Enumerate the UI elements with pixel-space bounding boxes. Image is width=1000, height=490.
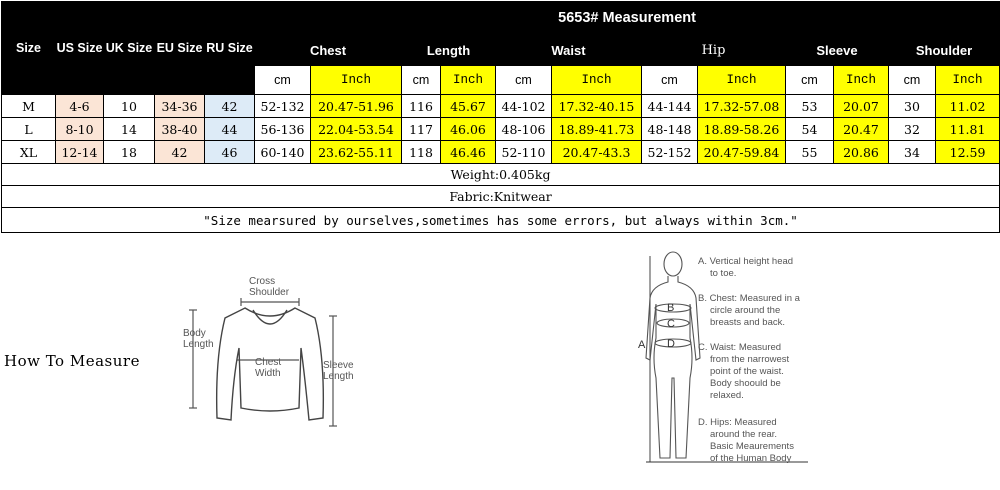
size-header: Size: [2, 2, 56, 95]
shoulder-cm-cell: 32: [889, 118, 936, 141]
ru-cell: 44: [205, 118, 255, 141]
size-chart-table: [1, 1, 1000, 233]
sleeve-inch-cell: 20.07: [834, 95, 889, 118]
size-cell: XL: [2, 141, 56, 164]
eu-cell: 38-40: [155, 118, 205, 141]
chest-inch-header: Inch: [311, 66, 402, 95]
waist-inch-cell: 17.32-40.15: [552, 95, 642, 118]
waist-inch-cell: 18.89-41.73: [552, 118, 642, 141]
eu-cell: 42: [155, 141, 205, 164]
hip-inch-cell: 20.47-59.84: [698, 141, 786, 164]
body-length-label-1: Body: [183, 328, 206, 339]
note-b-line-2: circle around the: [710, 305, 781, 316]
waist-cm-cell: 48-106: [496, 118, 552, 141]
note-a-line-1: A. Vertical height head: [698, 256, 794, 267]
hip-header: Hip: [642, 35, 786, 66]
hip-cm-cell: 48-148: [642, 118, 698, 141]
sleeve-inch-cell: 20.86: [834, 141, 889, 164]
hip-inch-header: Inch: [698, 66, 786, 95]
length-header: Length: [402, 35, 496, 66]
note-d-line-3: Basic Meaurements: [710, 441, 794, 452]
waist-inch-cell: 20.47-43.3: [552, 141, 642, 164]
chest-cm-header: cm: [255, 66, 311, 95]
chest-cm-cell: 60-140: [255, 141, 311, 164]
body-measure-diagram: [628, 248, 828, 470]
eu-cell: 34-36: [155, 95, 205, 118]
waist-cm-header: cm: [496, 66, 552, 95]
weight-row: Weight:0.405kg: [2, 164, 1000, 186]
length-inch-cell: 45.67: [441, 95, 496, 118]
us-cell: 8-10: [56, 118, 104, 141]
hip-cm-cell: 44-144: [642, 95, 698, 118]
chest-inch-cell: 23.62-55.11: [311, 141, 402, 164]
body-letter-c: C: [667, 318, 675, 330]
us-size-header: US Size: [56, 2, 104, 95]
note-d-line-2: around the rear.: [710, 429, 778, 440]
note-c-line-5: relaxed.: [710, 390, 744, 401]
chest-inch-cell: 20.47-51.96: [311, 95, 402, 118]
waist-cm-cell: 44-102: [496, 95, 552, 118]
ru-cell: 46: [205, 141, 255, 164]
how-to-measure-label: How To Measure: [4, 352, 140, 370]
shoulder-cm-cell: 34: [889, 141, 936, 164]
note-d-line-1: D. Hips: Measured: [698, 417, 777, 428]
length-cm-cell: 116: [402, 95, 441, 118]
sleeve-cm-cell: 53: [786, 95, 834, 118]
note-a-line-2: to toe.: [710, 268, 737, 279]
waist-cm-cell: 52-110: [496, 141, 552, 164]
chest-width-label-2: Width: [255, 368, 281, 379]
note-b-line-3: breasts and back.: [710, 317, 785, 328]
cross-shoulder-label-2: Shoulder: [249, 287, 290, 298]
sleeve-cm-cell: 54: [786, 118, 834, 141]
us-cell: 4-6: [56, 95, 104, 118]
eu-size-header: EU Size: [155, 2, 205, 95]
uk-cell: 14: [104, 118, 155, 141]
measurement-note: "Size mearsured by ourselves,sometimes has some errors, but always within 3cm.": [2, 208, 1000, 233]
hip-inch-cell: 18.89-58.26: [698, 118, 786, 141]
chest-inch-cell: 22.04-53.54: [311, 118, 402, 141]
body-length-label-2: Length: [183, 339, 214, 350]
shoulder-inch-header: Inch: [936, 66, 1000, 95]
sleeve-cm-cell: 55: [786, 141, 834, 164]
uk-cell: 18: [104, 141, 155, 164]
note-c-line-1: C. Waist: Measured: [698, 342, 782, 353]
note-d-line-4: of the Human Body: [710, 453, 792, 464]
sleeve-cm-header: cm: [786, 66, 834, 95]
length-cm-cell: 118: [402, 141, 441, 164]
table-row: [2, 141, 1000, 164]
shoulder-inch-cell: 12.59: [936, 141, 1000, 164]
note-c-line-2: from the narrowest: [710, 354, 790, 365]
note-c-line-3: point of the waist.: [710, 366, 784, 377]
cross-shoulder-label-1: Cross: [249, 276, 276, 287]
hip-cm-header: cm: [642, 66, 698, 95]
sleeve-length-label-2: Length: [323, 371, 354, 382]
length-cm-header: cm: [402, 66, 441, 95]
hip-inch-cell: 17.32-57.08: [698, 95, 786, 118]
sleeve-inch-header: Inch: [834, 66, 889, 95]
length-cm-cell: 117: [402, 118, 441, 141]
us-cell: 12-14: [56, 141, 104, 164]
waist-header: Waist: [496, 35, 642, 66]
fabric-row: Fabric:Knitwear: [2, 186, 1000, 208]
sleeve-length-label-1: Sleeve: [323, 360, 354, 371]
table-row: [2, 118, 1000, 141]
ru-cell: 42: [205, 95, 255, 118]
chest-width-label-1: Chest: [255, 357, 282, 368]
table-row: [2, 95, 1000, 118]
shoulder-header: Shoulder: [889, 35, 1000, 66]
uk-cell: 10: [104, 95, 155, 118]
note-b-line-1: B. Chest: Measured in a: [698, 293, 800, 304]
chest-cm-cell: 56-136: [255, 118, 311, 141]
measurement-title: 5653# Measurement: [255, 2, 1000, 35]
body-letter-b: B: [667, 302, 675, 314]
note-c-line-4: Body shoould be: [710, 378, 781, 389]
length-inch-cell: 46.46: [441, 141, 496, 164]
body-letter-d: D: [667, 338, 675, 350]
size-cell: L: [2, 118, 56, 141]
shoulder-cm-header: cm: [889, 66, 936, 95]
chest-header: Chest: [255, 35, 402, 66]
ru-size-header: RU Size: [205, 2, 255, 95]
waist-inch-header: Inch: [552, 66, 642, 95]
shoulder-cm-cell: 30: [889, 95, 936, 118]
sweater-measure-diagram: [175, 268, 365, 433]
shoulder-inch-cell: 11.81: [936, 118, 1000, 141]
body-letter-a: A: [638, 339, 646, 351]
uk-size-header: UK Size: [104, 2, 155, 95]
length-inch-header: Inch: [441, 66, 496, 95]
sleeve-header: Sleeve: [786, 35, 889, 66]
hip-cm-cell: 52-152: [642, 141, 698, 164]
sleeve-inch-cell: 20.47: [834, 118, 889, 141]
shoulder-inch-cell: 11.02: [936, 95, 1000, 118]
chest-cm-cell: 52-132: [255, 95, 311, 118]
length-inch-cell: 46.06: [441, 118, 496, 141]
size-cell: M: [2, 95, 56, 118]
